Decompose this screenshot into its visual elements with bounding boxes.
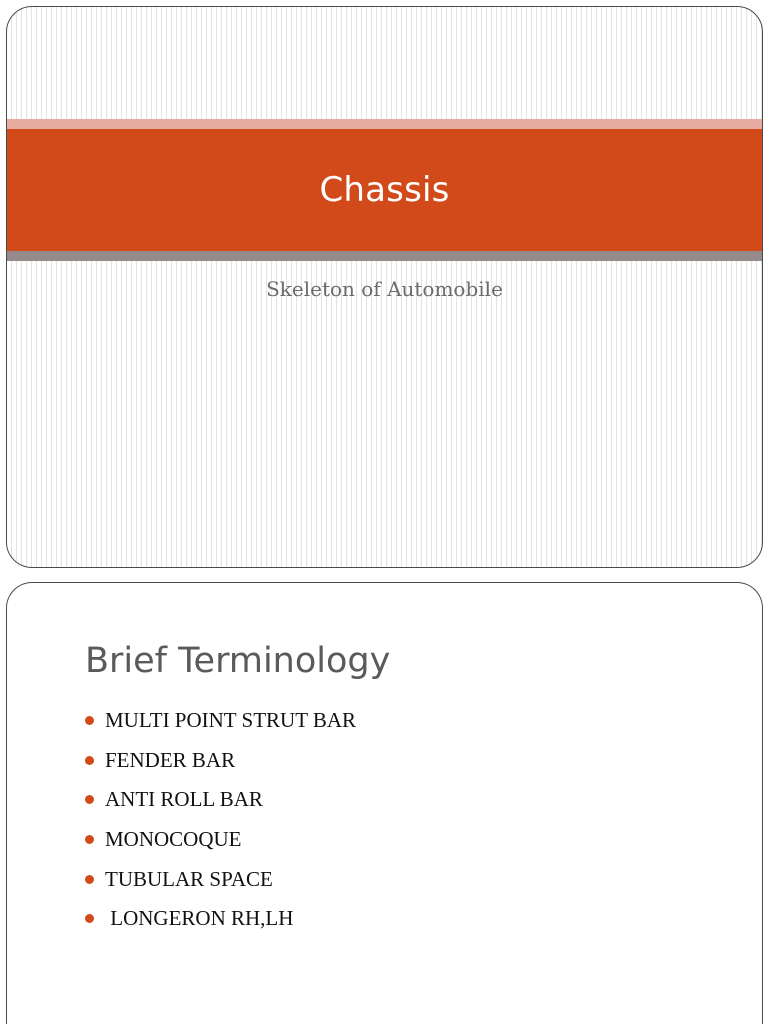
slide-heading: Brief Terminology [85,641,391,681]
list-item-label: LONGERON RH,LH [105,906,294,931]
list-item [85,780,356,820]
list-item-label: ANTI ROLL BAR [105,787,263,812]
bullet-dot-icon [85,875,94,884]
bullet-dot-icon [85,835,94,844]
bullet-dot-icon [85,716,94,725]
slide-title: Chassis [319,170,450,210]
slide-subtitle: Skeleton of Automobile [266,277,503,301]
bullet-list [85,701,356,939]
title-accent-stripe-top [7,119,762,129]
list-item-label: TUBULAR SPACE [105,866,273,891]
title-band [7,129,762,251]
title-accent-stripe-bottom [7,251,762,261]
bullet-dot-icon [85,756,94,765]
list-item-label: MONOCOQUE [105,827,242,852]
list-item-label: FENDER BAR [105,747,236,772]
list-item [85,820,356,860]
list-item [85,741,356,781]
list-item-label: MULTI POINT STRUT BAR [105,708,357,733]
bullet-dot-icon [85,914,94,923]
list-item [85,701,356,741]
list-item [85,899,356,939]
slide-title-chassis[interactable] [6,6,763,568]
list-item [85,859,356,899]
slide-brief-terminology[interactable] [6,582,763,1024]
bullet-dot-icon [85,795,94,804]
